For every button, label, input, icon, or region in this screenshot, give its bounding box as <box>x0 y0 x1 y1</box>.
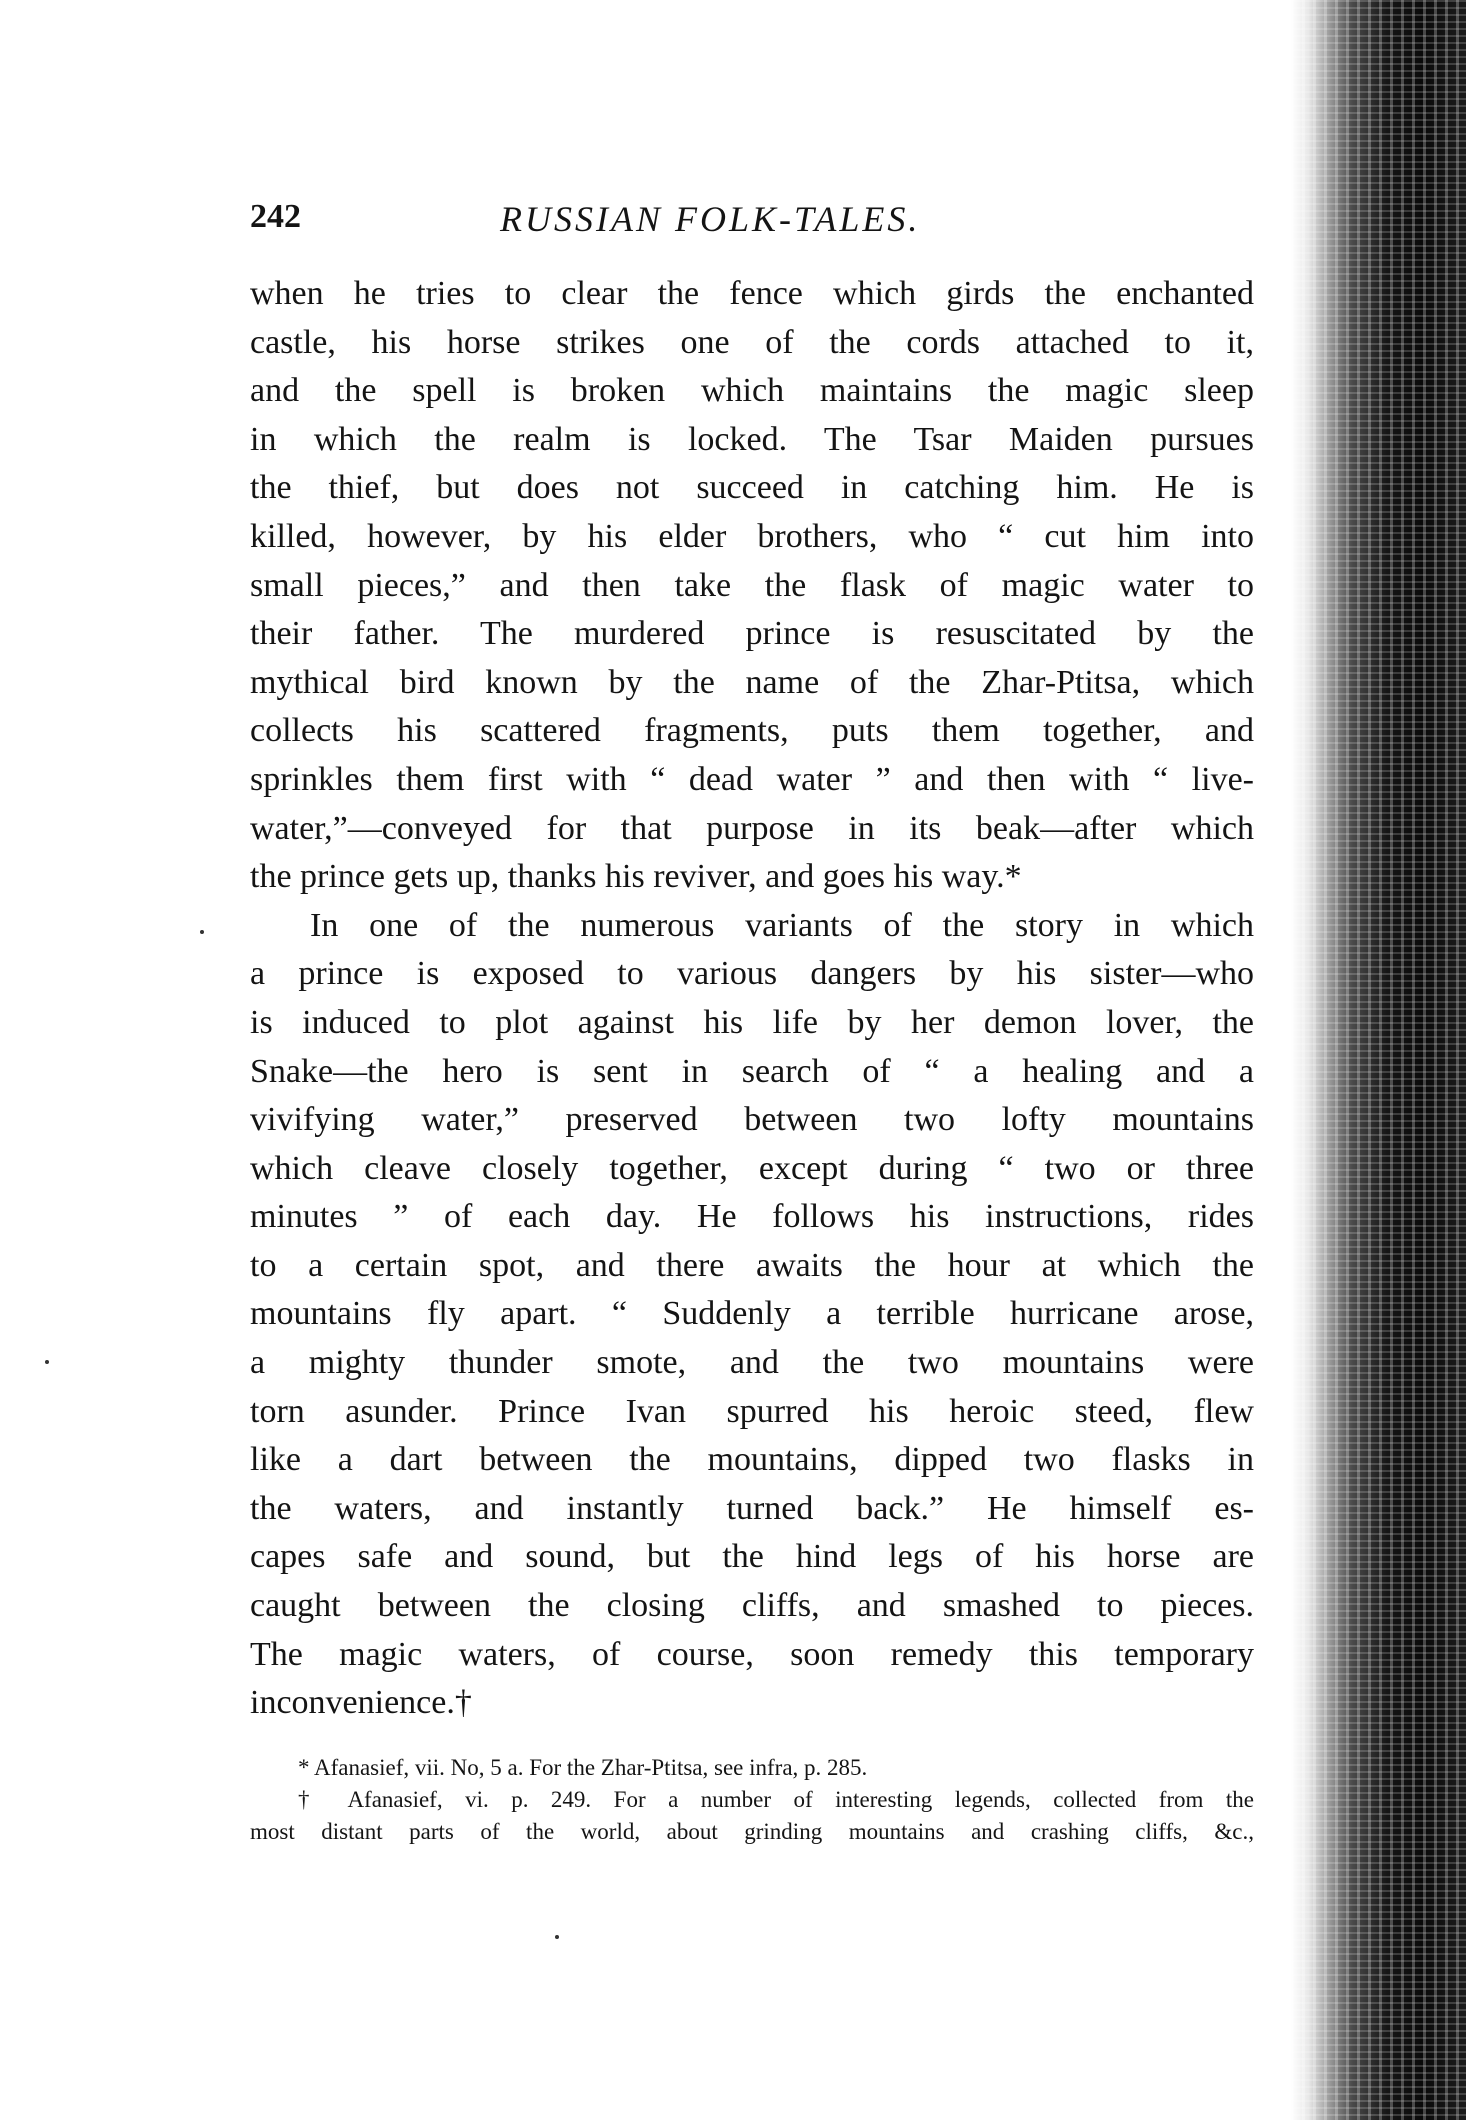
text-line: mythical bird known by the name of the Zhar-Ptitsa, which <box>250 663 1254 701</box>
text-line: castle, his horse strikes one of the cords attached to it, <box>250 323 1254 361</box>
footnote-line: * Afanasief, vii. No, 5 a. For the Zhar-Ptitsa, see infra, p. 285. <box>298 1755 868 1780</box>
footnote-line: † Afanasief, vi. p. 249. For a number of interesting legends, collected from the <box>298 1787 1254 1812</box>
text-line: their father. The murdered prince is resuscitated by the <box>250 615 1254 653</box>
text-line: to a certain spot, and there awaits the hour at which the <box>250 1246 1254 1284</box>
page-number: 242 <box>250 198 301 235</box>
running-head <box>250 198 1260 248</box>
text-line: the thief, but does not succeed in catching him. He is <box>250 469 1254 507</box>
text-line: The magic waters, of course, soon remedy this temporary <box>250 1635 1254 1673</box>
footnotes <box>250 1752 1254 1848</box>
page-binding-shadow <box>1291 0 1466 2120</box>
text-line: capes safe and sound, but the hind legs of his horse are <box>250 1538 1254 1576</box>
text-line: a prince is exposed to various dangers by his sister—who <box>250 955 1254 993</box>
text-line: water,”—conveyed for that purpose in its beak—after which <box>250 809 1254 847</box>
text-line: small pieces,” and then take the flask of magic water to <box>250 566 1254 604</box>
text-line: collects his scattered fragments, puts them together, and <box>250 712 1254 750</box>
text-line: minutes ” of each day. He follows his instructions, rides <box>250 1198 1254 1236</box>
scan-speck <box>45 1360 49 1364</box>
body-text <box>250 270 1254 1728</box>
text-line: torn asunder. Prince Ivan spurred his heroic steed, flew <box>250 1392 1254 1430</box>
footnote-line: most distant parts of the world, about grinding mountains and crashing cliffs, &c., <box>250 1819 1254 1844</box>
text-line: vivifying water,” preserved between two lofty mountains <box>250 1101 1254 1139</box>
text-line: is induced to plot against his life by her demon lover, the <box>250 1003 1254 1041</box>
text-line: and the spell is broken which maintains the magic sleep <box>250 372 1254 410</box>
text-line: in which the realm is locked. The Tsar Maiden pursues <box>250 420 1254 458</box>
text-line: which cleave closely together, except during “ two or three <box>250 1149 1254 1187</box>
paragraph-start-line: In one of the numerous variants of the story in which <box>310 906 1254 944</box>
text-line: Snake—the hero is sent in search of “ a healing and a <box>250 1052 1254 1090</box>
text-line: sprinkles them first with “ dead water ” and then with “ live- <box>250 760 1254 798</box>
text-line: a mighty thunder smote, and the two mountains were <box>250 1344 1254 1382</box>
scan-speck <box>200 930 204 934</box>
running-title: RUSSIAN FOLK-TALES. <box>500 199 921 239</box>
scan-speck <box>555 1935 559 1939</box>
text-line: the waters, and instantly turned back.” He himself es- <box>250 1489 1254 1527</box>
text-line: when he tries to clear the fence which girds the enchanted <box>250 275 1254 312</box>
text-line: inconvenience.† <box>250 1684 472 1722</box>
text-line: caught between the closing cliffs, and smashed to pieces. <box>250 1587 1254 1625</box>
text-line: like a dart between the mountains, dipped two flasks in <box>250 1441 1254 1479</box>
text-line: the prince gets up, thanks his reviver, and goes his way.* <box>250 858 1022 896</box>
text-line: killed, however, by his elder brothers, who “ cut him into <box>250 517 1254 555</box>
text-line: mountains fly apart. “ Suddenly a terrible hurricane arose, <box>250 1295 1254 1333</box>
